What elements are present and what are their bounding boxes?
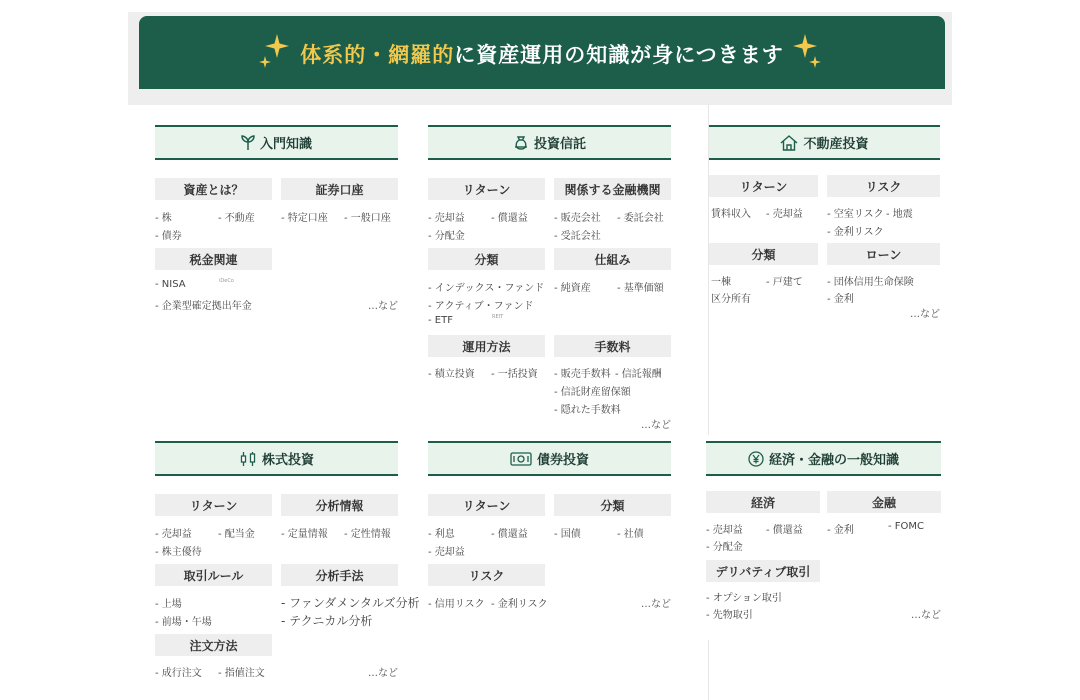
list-item: - 株主優待 [155,547,202,558]
block-header-bond [428,441,671,476]
subheader: 分類 [709,243,818,265]
subheader: 取引ルール [155,564,272,586]
etc-label: …など [368,301,398,312]
etc-label: …など [911,610,941,621]
list-item: - 戸建て [766,277,803,288]
block-economy [706,441,941,641]
subheader: リターン [428,178,545,200]
subheader: 注文方法 [155,634,272,656]
subheader: ローン [827,243,940,265]
block-title: 不動産投資 [803,137,869,152]
block-header-intro [155,125,398,160]
list-item: 賃料収入 [711,209,751,220]
subheader: 経済 [706,491,820,513]
list-item: - 不動産 [218,213,255,224]
list-item: - 販売手数料 [554,369,611,380]
list-item: - 信託財産留保額 [554,387,631,398]
list-item: - 償還益 [491,213,528,224]
list-item: - 企業型確定拠出年金 [155,301,252,312]
subheader: 仕組み [554,248,671,270]
list-item: - 特定口座 [281,213,328,224]
list-item: - 売却益 [428,213,465,224]
list-item: - 売却益 [706,525,743,536]
list-item: - FOMC [888,521,925,532]
list-item: - 指値注文 [218,668,265,679]
list-item: - 金利リスク [827,227,884,238]
list-item: - 金利 [827,525,854,536]
list-item: - 定量情報 [281,529,328,540]
banner-separator: ・ [366,43,389,67]
list-item: - ETF [428,315,453,326]
sprout-icon [241,135,255,151]
banner-rest: に資産運用の知識が身につきます [454,43,784,67]
subheader: リターン [709,175,818,197]
block-header-economy [706,441,941,476]
list-item: - 社債 [617,529,644,540]
house-icon [780,135,798,151]
block-title: 入門知識 [259,137,312,152]
list-item: - 債券 [155,231,182,242]
subheader: 分析手法 [281,564,398,586]
subheader: 関係する金融機関 [554,178,671,200]
etc-label: …など [641,420,671,431]
etc-label: …など [910,309,940,320]
list-item: - 分配金 [706,542,743,553]
list-item: - 隠れた手数料 [554,405,621,416]
block-stock [155,441,420,681]
subheader: リスク [428,564,545,586]
subheader: 運用方法 [428,335,545,357]
subheader: 証券口座 [281,178,398,200]
subheader: 分類 [428,248,545,270]
etc-label: …など [368,668,398,679]
list-item: - 信託報酬 [615,369,662,380]
subheader: 金融 [827,491,941,513]
list-item: - 前場・午場 [155,617,212,628]
list-item: - 売却益 [155,529,192,540]
block-header-fund [428,125,671,160]
list-item: - 売却益 [766,209,803,220]
banknote-icon [510,452,532,466]
column-divider [708,640,709,700]
block-fund [428,125,671,430]
block-title: 株式投資 [261,453,314,468]
list-item: - 株 [155,213,172,224]
list-item: 区分所有 [711,294,751,305]
list-item: - 一般口座 [344,213,391,224]
subheader: 税金関連 [155,248,272,270]
etc-label: …など [641,599,671,610]
subheader: 分類 [554,494,671,516]
list-item: - 団体信用生命保険 [827,277,914,288]
subheader: リターン [428,494,545,516]
list-item: - 金利リスク [491,599,548,610]
list-item: - 償還益 [491,529,528,540]
banner-highlight-1: 体系的 [300,43,367,67]
yen-coin-icon [748,451,764,467]
list-item: - アクティブ・ファンド [428,301,534,312]
list-item: - 販売会社 [554,213,601,224]
list-item: - 分配金 [428,231,465,242]
list-item: - 配当金 [218,529,255,540]
list-item: - インデックス・ファンド [428,283,545,294]
tiny-label: iDeCo [219,278,234,284]
subheader: リターン [155,494,272,516]
subheader: リスク [827,175,940,197]
tiny-label: REIT [492,314,504,320]
list-item: - 売却益 [428,547,465,558]
list-item: - 金利 [827,294,854,305]
list-item: - 一括投資 [491,369,538,380]
list-item: - NISA [155,279,186,290]
block-title: 経済・金融の一般知識 [768,453,899,468]
subheader: デリバティブ取引 [706,560,820,582]
list-item: - 信用リスク [428,599,485,610]
list-item: - 委託会社 [617,213,664,224]
list-item: 一棟 [711,277,731,288]
list-item: - 定性情報 [344,529,391,540]
block-header-realestate [709,125,940,160]
list-item: - 国債 [554,529,581,540]
list-item: - 償還益 [766,525,803,536]
sparkle-icon [793,32,827,72]
list-item: - 純資産 [554,283,591,294]
list-item: - 先物取引 [706,610,753,621]
list-item: - 地震 [886,209,913,220]
banner-highlight-2: 網羅的 [388,43,455,67]
list-item: - 成行注文 [155,668,202,679]
subheader: 分析情報 [281,494,398,516]
candlestick-icon [239,451,257,467]
list-item: - 空室リスク [827,209,884,220]
subheader: 資産とは？ [155,178,272,200]
list-item: - 受託会社 [554,231,601,242]
subheader: 手数料 [554,335,671,357]
block-bond [428,441,671,641]
block-header-stock [155,441,398,476]
list-item: - 積立投資 [428,369,475,380]
list-item: - 基準価額 [617,283,664,294]
list-item: - テクニカル分析 [281,614,373,628]
block-realestate [709,125,940,325]
list-item: - オプション取引 [706,593,782,604]
block-intro [155,125,398,325]
list-item: - ファンダメンタルズ分析 [281,596,420,610]
list-item: - 利息 [428,529,455,540]
block-title: 債券投資 [536,453,589,468]
list-item: - 上場 [155,599,182,610]
money-bag-icon [513,135,529,151]
banner [139,16,945,89]
block-title: 投資信託 [533,137,586,152]
